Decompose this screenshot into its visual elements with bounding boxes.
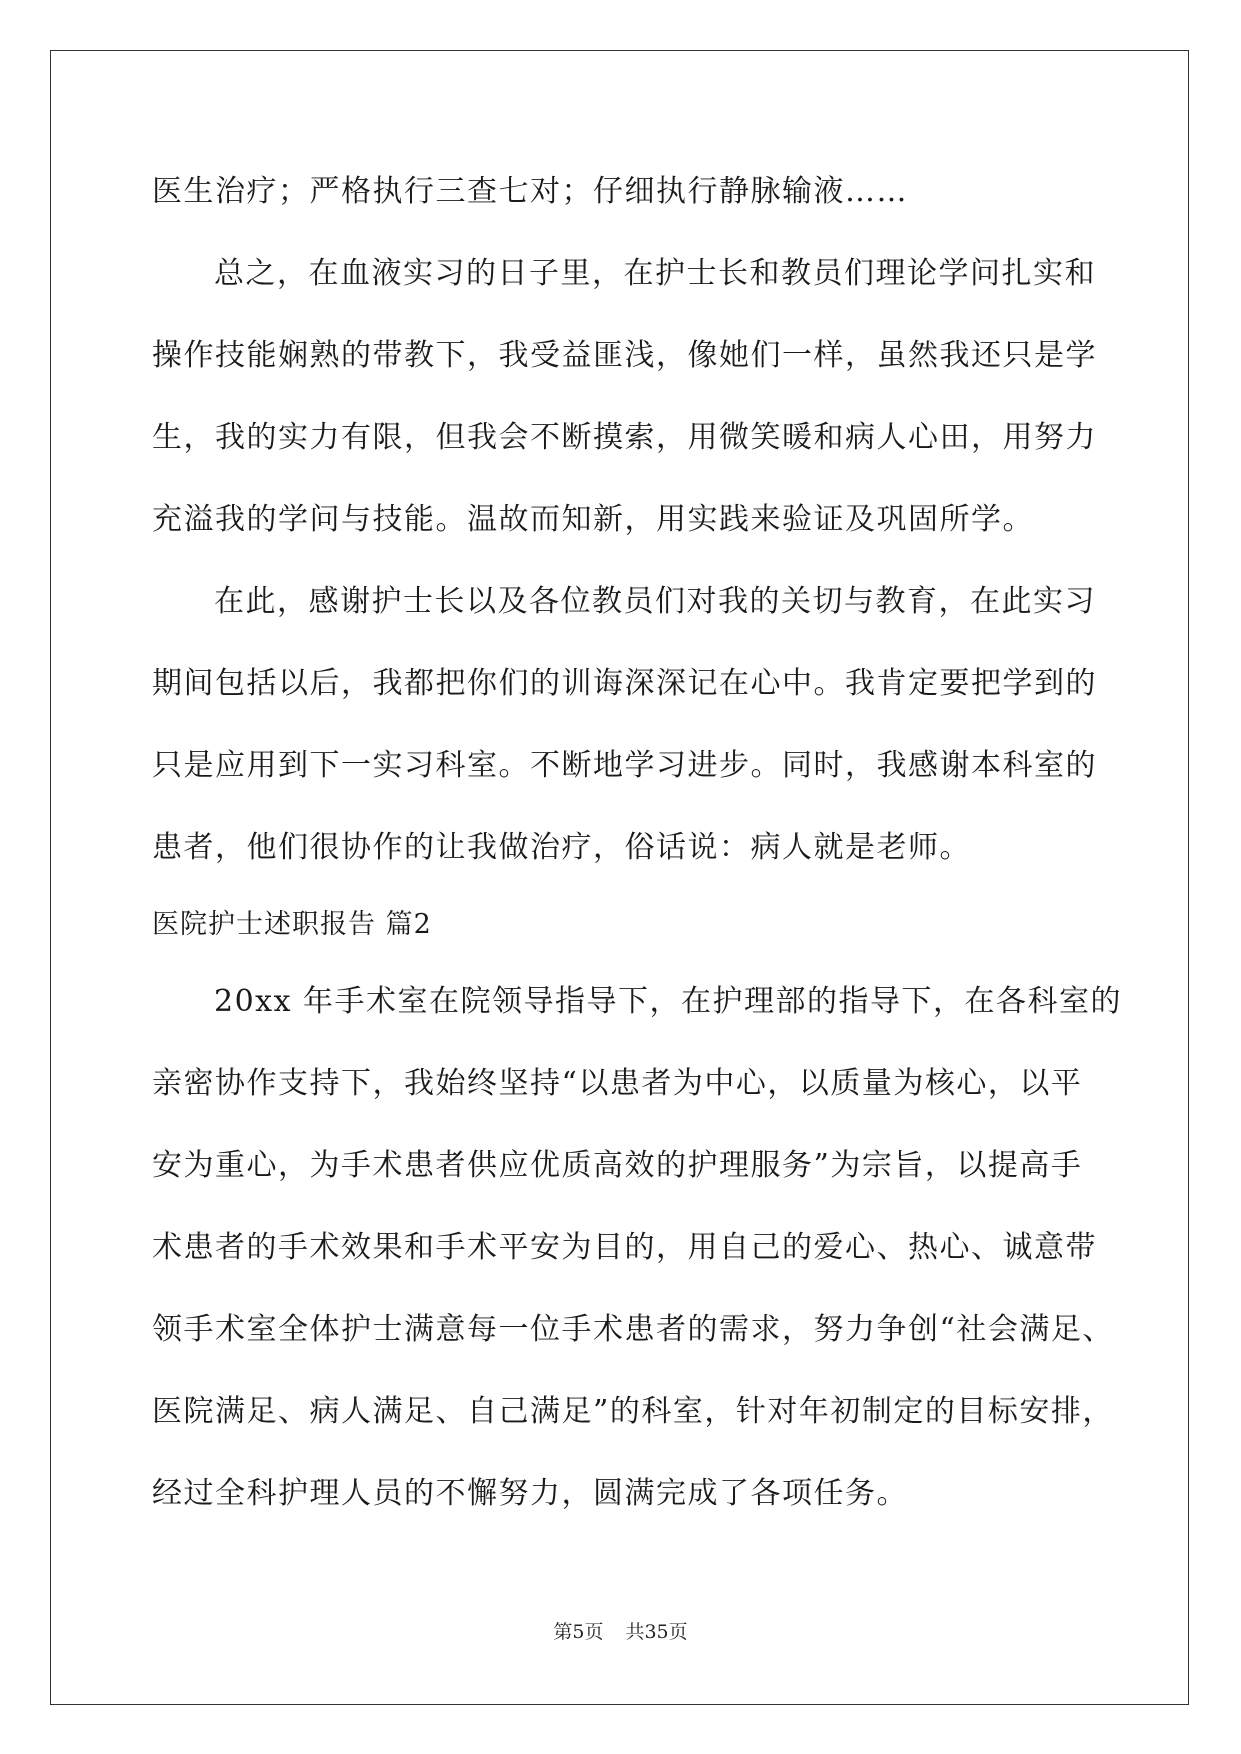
page-border [50, 50, 1189, 1705]
body-line: 操作技能娴熟的带教下，我受益匪浅，像她们一样，虽然我还只是学 [152, 338, 1097, 373]
body-line: 医生治疗；严格执行三查七对；仔细执行静脉输液…… [152, 174, 908, 209]
body-line: 术患者的手术效果和手术平安为目的，用自己的爱心、热心、诚意带 [152, 1230, 1097, 1265]
page-number-current: 第5页 [553, 1621, 604, 1643]
section-heading: 医院护士述职报告 篇2 [152, 909, 432, 940]
body-line: 总之，在血液实习的日子里，在护士长和教员们理论学问扎实和 [214, 256, 1096, 291]
page-number-total: 共35页 [625, 1621, 688, 1643]
body-line: 患者，他们很协作的让我做治疗，俗话说：病人就是老师。 [152, 830, 971, 865]
body-line: 在此，感谢护士长以及各位教员们对我的关切与教育，在此实习 [214, 584, 1096, 619]
page-footer [0, 1620, 1241, 1644]
body-line: 医院满足、病人满足、自己满足”的科室，针对年初制定的目标安排， [152, 1394, 1114, 1429]
body-line: 生，我的实力有限，但我会不断摸索，用微笑暖和病人心田，用努力 [152, 420, 1097, 455]
body-line: 领手术室全体护士满意每一位手术患者的需求，努力争创“社会满足、 [152, 1312, 1114, 1347]
body-line: 20xx 年手术室在院领导指导下，在护理部的指导下，在各科室的 [214, 984, 1123, 1019]
body-line: 期间包括以后，我都把你们的训诲深深记在心中。我肯定要把学到的 [152, 666, 1097, 701]
body-line: 充溢我的学问与技能。温故而知新，用实践来验证及巩固所学。 [152, 502, 1034, 537]
body-line: 亲密协作支持下，我始终坚持“以患者为中心，以质量为核心，以平 [152, 1066, 1083, 1101]
body-line: 安为重心，为手术患者供应优质高效的护理服务”为宗旨，以提高手 [152, 1148, 1083, 1183]
body-line: 经过全科护理人员的不懈努力，圆满完成了各项任务。 [152, 1476, 908, 1511]
body-line: 只是应用到下一实习科室。不断地学习进步。同时，我感谢本科室的 [152, 748, 1097, 783]
